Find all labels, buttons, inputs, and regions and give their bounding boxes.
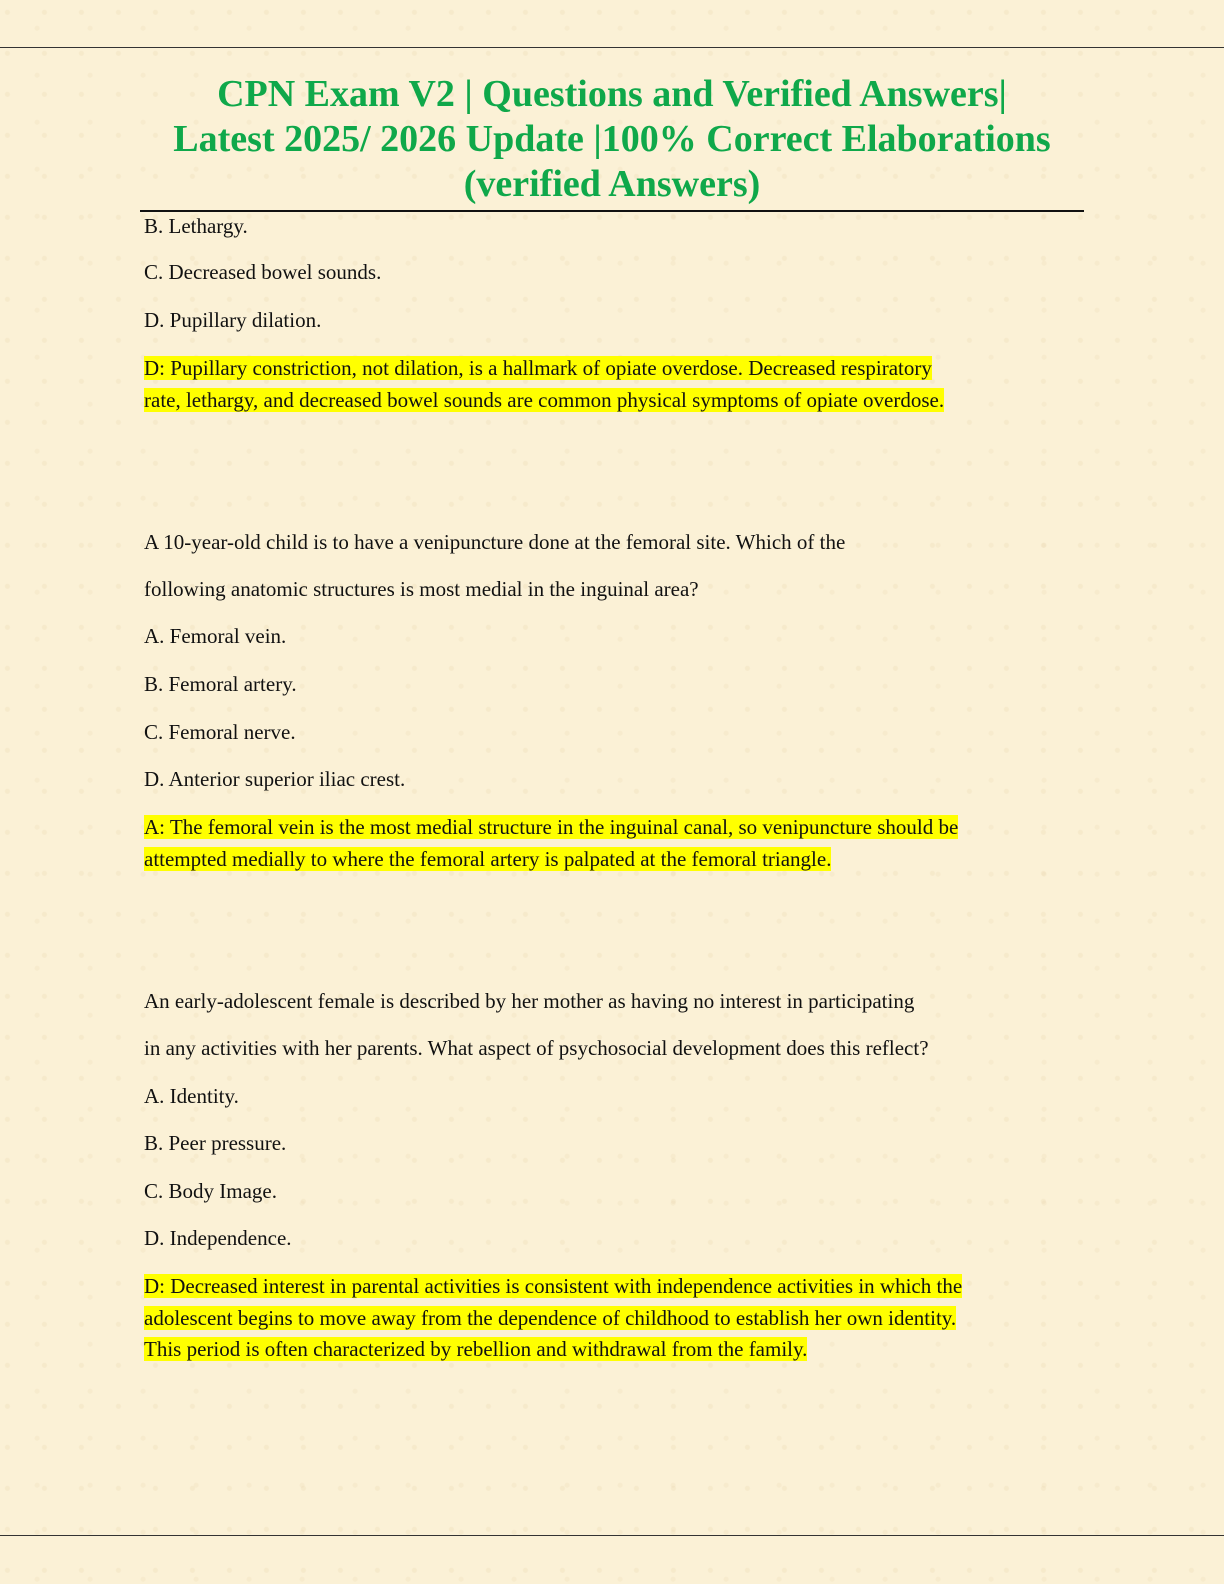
page-bottom-rule	[0, 1535, 1224, 1536]
page-title	[140, 72, 1084, 207]
q2-stem-line-2: in any activities with her parents. What aspect of psychosocial development does this reflect?	[144, 1036, 929, 1060]
q1-stem-line-2: following anatomic structures is most medial in the inguinal area?	[144, 577, 699, 601]
q0-option-d: D. Pupillary dilation.	[144, 308, 322, 332]
q2-option-d: D. Independence.	[144, 1226, 292, 1250]
q1-stem-line-1: A 10-year-old child is to have a venipuncture done at the femoral site. Which of the	[144, 530, 846, 554]
q2-stem-line-1: An early-adolescent female is described by her mother as having no interest in participating	[144, 989, 915, 1013]
q1-option-a: A. Femoral vein.	[144, 624, 287, 648]
q2-option-a: A. Identity.	[144, 1084, 239, 1108]
q0-answer-line-1: D: Pupillary constriction, not dilation, is a hallmark of opiate overdose. Decreased respiratory	[144, 356, 932, 380]
q2-answer-line-2: adolescent begins to move away from the dependence of childhood to establish her own identity.	[144, 1305, 957, 1330]
q0-option-b: B. Lethargy.	[144, 214, 248, 238]
q1-option-c: C. Femoral nerve.	[144, 720, 296, 744]
q0-option-c: C. Decreased bowel sounds.	[144, 260, 382, 284]
q1-answer-line-2: attempted medially to where the femoral artery is palpated at the femoral triangle.	[144, 846, 832, 871]
q1-option-b: B. Femoral artery.	[144, 672, 297, 696]
q1-answer-line-1: A: The femoral vein is the most medial structure in the inguinal canal, so venipuncture should be	[144, 815, 959, 839]
title-line-3: (verified Answers)	[463, 163, 761, 205]
q2-option-b: B. Peer pressure.	[144, 1131, 287, 1155]
q2-option-c: C. Body Image.	[144, 1179, 277, 1203]
q2-answer	[144, 1271, 962, 1366]
q0-answer-line-2: rate, lethargy, and decreased bowel sounds are common physical symptoms of opiate overdose.	[144, 387, 945, 412]
q1-answer	[144, 812, 958, 875]
title-line-1: CPN Exam V2 | Questions and Verified Answers|	[217, 73, 1007, 115]
q2-answer-line-3: This period is often characterized by rebellion and withdrawal from the family.	[144, 1337, 808, 1361]
title-underline	[140, 210, 1084, 212]
title-line-2: Latest 2025/ 2026 Update |100% Correct Elaborations	[173, 118, 1051, 160]
q1-option-d: D. Anterior superior iliac crest.	[144, 767, 406, 791]
q2-answer-line-1: D: Decreased interest in parental activities is consistent with independence activities in which the	[144, 1274, 963, 1298]
page-top-rule	[0, 47, 1224, 48]
q0-answer	[144, 353, 944, 416]
